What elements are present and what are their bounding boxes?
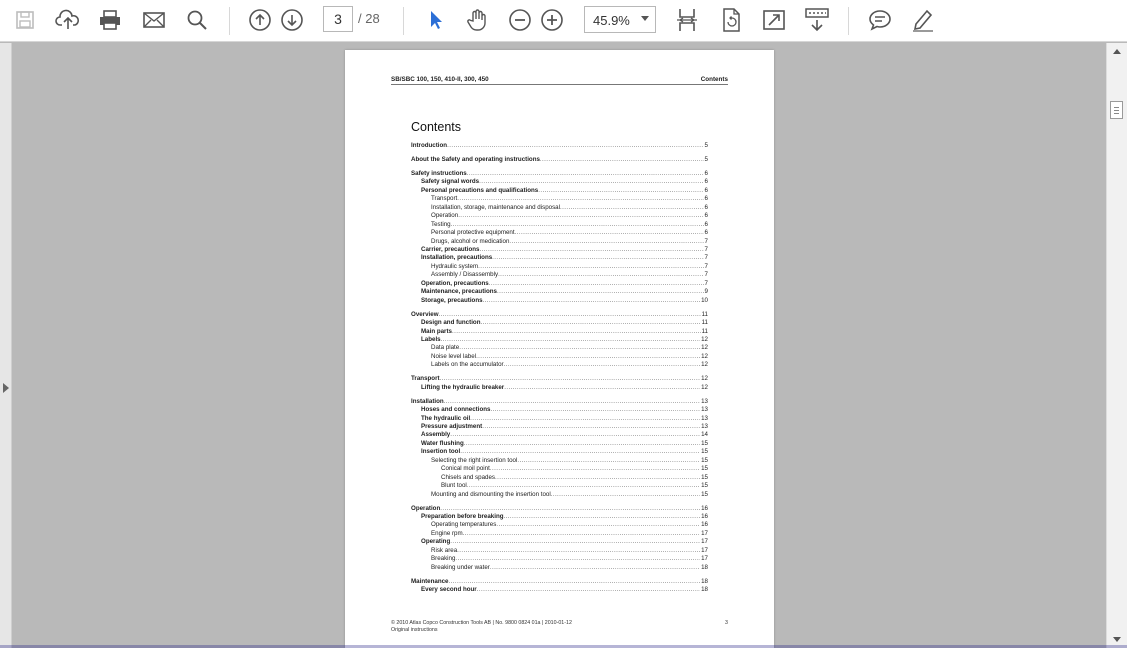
toc-entry-label: Labels on the accumulator (431, 361, 504, 369)
toc-leader-dots (483, 297, 701, 305)
page-down-icon[interactable] (277, 6, 307, 34)
toc-entry-page: 6 (704, 229, 708, 237)
toc-leader-dots (470, 415, 700, 423)
toc-leader-dots (448, 578, 700, 586)
toc-entry[interactable] (421, 328, 708, 336)
zoom-in-icon[interactable] (537, 6, 567, 34)
chevron-right-icon (3, 383, 9, 393)
toc-entry[interactable] (431, 344, 708, 352)
toc-leader-dots (497, 288, 704, 296)
toc-entry-page: 15 (701, 465, 708, 473)
chevron-down-icon (641, 16, 649, 21)
fit-page-icon[interactable] (672, 6, 702, 34)
toc-entry[interactable] (431, 564, 708, 572)
page-header-right: Contents (700, 76, 728, 83)
toc-entry-label: Hydraulic system (431, 262, 479, 270)
toc-entry[interactable] (421, 178, 708, 186)
toc-entry-label: Operation, precautions (421, 279, 489, 287)
page-header-left: SB/SBC 100, 150, 410-II, 300, 450 (391, 76, 489, 83)
toc-entry-page: 15 (701, 448, 708, 456)
toc-entry[interactable] (431, 221, 708, 229)
zoom-out-icon[interactable] (505, 6, 535, 34)
toc-entry-label: Storage, precautions (421, 296, 483, 304)
toc-entry-label: Mounting and dismounting the insertion tool (431, 490, 551, 498)
toc-leader-dots (490, 564, 700, 572)
toc-entry-label: Drugs, alcohol or medication (431, 237, 510, 245)
toc-entry-label: Engine rpm (431, 529, 463, 537)
toc-entry-page: 13 (701, 414, 708, 422)
toc-entry-label: Assembly (421, 431, 451, 439)
toc-leader-dots (492, 254, 703, 262)
toc-entry-label: Operating (421, 538, 451, 546)
toc-entry-label: The hydraulic oil (421, 414, 471, 422)
toc-leader-dots (495, 474, 700, 482)
toc-leader-dots (460, 448, 700, 456)
toc-leader-dots (450, 431, 700, 439)
toc-leader-dots (560, 204, 704, 212)
page-up-icon[interactable] (245, 6, 275, 34)
toc-entry[interactable] (411, 170, 708, 178)
toc-leader-dots (517, 457, 700, 465)
toc-entry-page: 7 (704, 245, 708, 253)
toc-entry[interactable] (431, 521, 708, 529)
toc-entry-label: Installation (411, 397, 444, 405)
toc-entry[interactable] (421, 187, 708, 195)
toc-entry[interactable] (421, 586, 708, 594)
toc-leader-dots (515, 229, 704, 237)
toc-entry-page: 17 (701, 538, 708, 546)
footer-original: Original instructions (391, 627, 438, 633)
toc-entry[interactable] (421, 513, 708, 521)
toc-entry-label: Main parts (421, 327, 452, 335)
toc-entry[interactable] (431, 491, 708, 499)
toc-leader-dots (489, 280, 704, 288)
toc-entry[interactable] (421, 280, 708, 288)
footer-page-number: 3 (725, 620, 728, 626)
toc-entry[interactable] (441, 474, 708, 482)
toc-entry-page: 12 (701, 361, 708, 369)
toc-entry-page: 18 (701, 563, 708, 571)
rotate-icon[interactable] (716, 6, 746, 34)
toc-entry[interactable] (431, 555, 708, 563)
toc-entry-label: Personal precautions and qualifications (421, 186, 539, 194)
toc-leader-dots (504, 513, 701, 521)
toc-entry-label: Every second hour (421, 586, 477, 594)
toc-entry-page: 13 (701, 423, 708, 430)
toc-entry-label: Safety signal words (421, 178, 480, 186)
toc-entry-page: 15 (701, 490, 708, 498)
toc-leader-dots (451, 221, 704, 229)
toc-entry-label: Overview (411, 310, 439, 318)
email-icon[interactable] (139, 6, 169, 34)
toc-leader-dots (490, 406, 700, 414)
toc-leader-dots (457, 547, 700, 555)
toc-entry-label: Carrier, precautions (421, 245, 480, 253)
toc-entry-page: 12 (701, 344, 708, 352)
toc-entry-label: Maintenance, precautions (421, 288, 497, 296)
vertical-scrollbar[interactable] (1106, 43, 1127, 648)
toc-entry-label: Noise level label (431, 352, 477, 360)
toc-entry-page: 7 (704, 262, 708, 270)
toc-entry-page: 15 (701, 439, 708, 447)
toc-entry[interactable] (421, 448, 708, 456)
toc-entry[interactable] (421, 538, 708, 546)
toc-leader-dots (551, 491, 700, 499)
read-mode-icon[interactable] (802, 6, 832, 34)
toc-entry[interactable] (411, 142, 708, 150)
toc-entry-page: 7 (704, 279, 708, 287)
toc-entry-page: 5 (704, 155, 708, 163)
toc-leader-dots (476, 353, 700, 361)
toc-entry-page: 6 (704, 186, 708, 194)
page-total: / 28 (358, 11, 380, 26)
toc-leader-dots (439, 311, 701, 319)
toc-entry-page: 7 (704, 271, 708, 279)
toc-entry[interactable] (421, 246, 708, 254)
toc-leader-dots (540, 156, 704, 164)
fullscreen-icon[interactable] (759, 6, 789, 34)
toc-entry-page: 16 (701, 504, 708, 512)
toc-entry-label: Water flushing (421, 439, 464, 447)
page-footer (391, 620, 572, 634)
toc-entry-label: Installation, storage, maintenance and disposal (431, 203, 560, 211)
toc-entry-label: Transport (411, 375, 440, 383)
toc-entry-page: 17 (701, 529, 708, 537)
toc-entry-label: Breaking (431, 555, 456, 563)
toc-entry[interactable] (441, 465, 708, 473)
toc-entry-page: 9 (704, 288, 708, 296)
toolbar-separator (229, 7, 230, 35)
highlight-icon[interactable] (908, 6, 938, 34)
toc-entry-page: 14 (701, 431, 708, 439)
toc-entry-label: Design and function (421, 319, 481, 327)
toc-entry[interactable] (421, 440, 708, 448)
toc-entry[interactable] (431, 457, 708, 465)
toc-leader-dots (441, 336, 701, 344)
toc-entry[interactable] (411, 505, 708, 513)
toc-leader-dots (498, 271, 703, 279)
toc-leader-dots (504, 384, 700, 392)
page-title: Contents (411, 120, 462, 134)
toc-entry[interactable] (431, 353, 708, 361)
toc-entry-page: 6 (704, 212, 708, 220)
toc-leader-dots (452, 328, 701, 336)
toc-entry-label: Data plate (431, 344, 460, 352)
toc-leader-dots (538, 187, 703, 195)
toc-entry-page: 7 (704, 254, 708, 262)
toc-entry-page: 12 (701, 383, 708, 391)
toc-entry-page: 18 (701, 577, 708, 585)
toolbar-separator (848, 7, 849, 35)
toc-entry[interactable] (411, 156, 708, 164)
toc-leader-dots (455, 555, 700, 563)
side-panel-toggle[interactable] (0, 43, 12, 648)
print-icon[interactable] (95, 6, 125, 34)
toc-leader-dots (478, 263, 703, 271)
toc-entry[interactable] (421, 406, 708, 414)
toc-entry[interactable] (431, 229, 708, 237)
toc-entry-page: 13 (701, 397, 708, 405)
toc-entry[interactable] (421, 431, 708, 439)
toc-entry-label: Transport (431, 195, 458, 203)
toc-entry-label: Hoses and connections (421, 406, 491, 414)
toc-entry-label: Breaking under water (431, 563, 490, 571)
toc-entry-page: 15 (701, 473, 708, 481)
page-number-input[interactable]: 3 (323, 6, 353, 32)
toc-leader-dots (463, 530, 700, 538)
select-icon[interactable] (420, 6, 450, 34)
upload-icon[interactable] (53, 6, 83, 34)
toc-entry-page: 6 (704, 195, 708, 203)
toc-entry[interactable] (431, 238, 708, 246)
scrollbar-thumb[interactable] (1110, 101, 1123, 119)
toc-leader-dots (504, 361, 701, 369)
hand-icon[interactable] (462, 6, 492, 34)
save-icon[interactable] (10, 6, 40, 34)
toc-entry[interactable] (411, 311, 708, 319)
toc-entry[interactable] (441, 482, 708, 490)
comment-icon[interactable] (865, 6, 895, 34)
toc-entry[interactable] (421, 415, 708, 423)
toc-leader-dots (440, 375, 701, 383)
toc-leader-dots (447, 142, 703, 150)
toolbar (0, 0, 1127, 42)
toc-entry-label: Testing (431, 220, 451, 228)
toc-entry-label: Lifting the hydraulic breaker (421, 383, 505, 391)
toc-entry[interactable] (431, 361, 708, 369)
toc-entry-page: 15 (701, 482, 708, 490)
toc-entry-page: 6 (704, 169, 708, 177)
toc-entry-label: Selecting the right insertion tool (431, 456, 518, 464)
toc-entry-page: 16 (701, 521, 708, 529)
toc-entry-page: 17 (701, 555, 708, 563)
toc-entry-label: Introduction (411, 142, 448, 149)
toc-entry-page: 11 (701, 327, 708, 335)
toc-entry-label: Personal protective equipment (431, 229, 515, 237)
toc-entry-page: 6 (704, 203, 708, 211)
toc-entry-page: 17 (701, 546, 708, 554)
toc-leader-dots (480, 319, 700, 327)
toc-leader-dots (467, 482, 700, 490)
header-rule (391, 84, 728, 85)
toc-entry[interactable] (411, 375, 708, 383)
toc-leader-dots (477, 586, 700, 594)
toc-entry-label: Assembly / Disassembly (431, 271, 499, 279)
toc-entry-label: About the Safety and operating instructions (411, 155, 540, 163)
toc-entry-label: Maintenance (411, 577, 449, 585)
toc-entry-label: Installation, precautions (421, 254, 493, 262)
toc-entry[interactable] (411, 578, 708, 586)
toc-entry-page: 6 (704, 220, 708, 228)
toc-entry-page: 10 (701, 296, 708, 304)
toc-entry[interactable] (431, 204, 708, 212)
zoom-select[interactable] (584, 6, 656, 33)
toc-entry[interactable] (431, 263, 708, 271)
toc-entry-page: 12 (701, 352, 708, 360)
toc-entry-page: 12 (701, 335, 708, 343)
toc-entry-page: 6 (704, 178, 708, 186)
toc-entry-label: Preparation before breaking (421, 513, 504, 520)
toc-entry-label: Safety instructions (411, 169, 467, 177)
toc-entry[interactable] (431, 195, 708, 203)
toc-entry[interactable] (421, 297, 708, 305)
toc-leader-dots (509, 238, 703, 246)
toc-leader-dots (440, 505, 700, 513)
toc-entry-label: Labels (421, 335, 441, 343)
toc-entry[interactable] (411, 398, 708, 406)
toc-entry-page: 5 (704, 142, 708, 149)
toc-entry-label: Pressure adjustment (421, 423, 483, 430)
toc-leader-dots (457, 195, 703, 203)
toc-leader-dots (444, 398, 700, 406)
toc-entry-page: 16 (701, 513, 708, 520)
toc-entry-page: 15 (701, 456, 708, 464)
search-icon[interactable] (182, 6, 212, 34)
toc-entry[interactable] (431, 212, 708, 220)
toc-leader-dots (458, 212, 703, 220)
scroll-down-icon[interactable] (1113, 637, 1121, 642)
toc-entry-label: Chisels and spades (441, 473, 496, 481)
toc-leader-dots (482, 423, 700, 431)
toc-entry[interactable] (421, 423, 708, 431)
toc-entry-page: 11 (701, 310, 708, 318)
toc-entry-label: Insertion tool (421, 448, 461, 456)
toc-entry-page: 7 (704, 237, 708, 245)
toc-leader-dots (467, 170, 704, 178)
toc-entry[interactable] (421, 288, 708, 296)
toc-entry[interactable] (421, 254, 708, 262)
toc-entry-page: 13 (701, 406, 708, 414)
scroll-up-icon[interactable] (1113, 49, 1121, 54)
toc-entry[interactable] (421, 336, 708, 344)
toc-entry[interactable] (421, 319, 708, 327)
toc-entry-label: Operation (411, 504, 441, 512)
toc-entry-label: Risk area (431, 546, 458, 554)
toc-entry-label: Conical moil point (441, 465, 490, 473)
footer-copyright: © 2010 Atlas Copco Construction Tools AB | No. 9800 0824 01a | 2010-01-12 (391, 620, 572, 626)
toc-entry[interactable] (431, 271, 708, 279)
toc-leader-dots (464, 440, 700, 448)
document-page (345, 50, 774, 648)
toc-leader-dots (450, 538, 700, 546)
toc-leader-dots (490, 465, 700, 473)
toolbar-separator (403, 7, 404, 35)
toc-entry-page: 18 (701, 586, 708, 594)
zoom-value: 45.9% (593, 13, 630, 28)
toc-entry-page: 12 (701, 375, 708, 383)
toc-entry[interactable] (431, 530, 708, 538)
toc-leader-dots (496, 521, 700, 529)
toc-leader-dots (479, 246, 703, 254)
toc-entry-label: Operation (431, 212, 459, 220)
toc-entry-label: Blunt tool (441, 482, 467, 490)
toc-leader-dots (459, 344, 700, 352)
toc-leader-dots (479, 178, 703, 186)
toc-entry[interactable] (421, 384, 708, 392)
toc-entry-page: 11 (701, 319, 708, 327)
toc-entry-label: Operating temperatures (431, 521, 497, 529)
toc-entry[interactable] (431, 547, 708, 555)
